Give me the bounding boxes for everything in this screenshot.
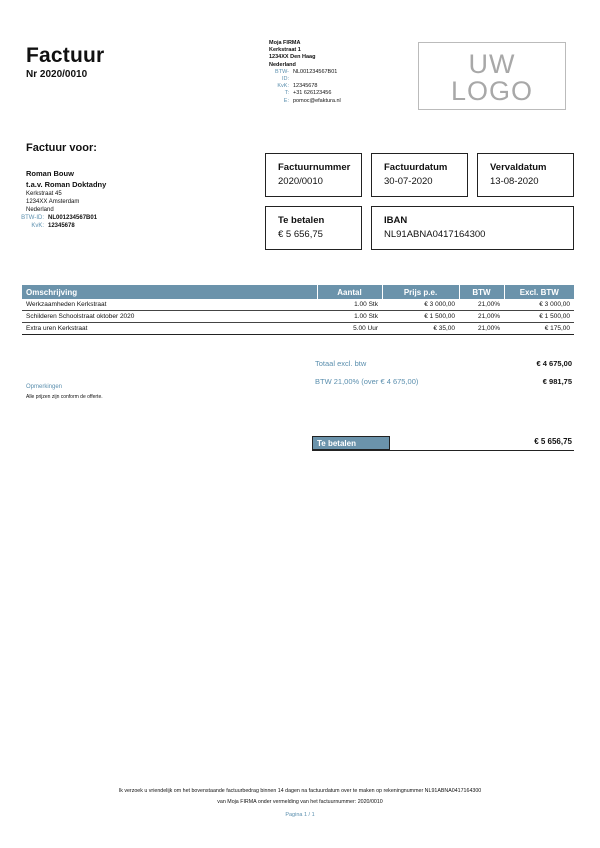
total-value: € 5 656,75 (534, 437, 572, 446)
client-city: 1234XX Amsterdam (26, 199, 80, 205)
page-number: Pagina 1 / 1 (285, 812, 315, 818)
vat-value: € 981,75 (542, 377, 572, 386)
billto-info (21, 168, 107, 230)
client-attn: t.a.v. Roman Doktadny (26, 180, 107, 189)
company-street: Kerkstraat 1 (269, 47, 301, 54)
billto-heading: Factuur voor: (26, 142, 97, 154)
payment-note-line-2: van Moja FIRMA onder vermelding van het factuurnummer: 2020/0010 (217, 799, 383, 805)
table-header-row (22, 285, 574, 299)
col-header-quantity: Aantal (317, 285, 382, 299)
col-header-excl-vat: Excl. BTW (504, 285, 574, 299)
logo-line-2: LOGO (450, 76, 534, 106)
invoice-title: Factuur (26, 44, 105, 67)
invoice-number-line: Nr 2020/0010 (26, 69, 88, 80)
payment-note-line-1: Ik verzoek u vriendelijk om het bovenstaande factuurbedrag binnen 14 dagen na factuurdatum over te maken op rekeningnummer NL91ABNA0417164300 (118, 788, 482, 794)
company-info (269, 40, 341, 105)
company-row: BTW-ID: NL001234567B01 (275, 68, 338, 83)
subtotal-value: € 4 675,00 (536, 359, 572, 368)
table-row: Schilderen Schoolstraat oktober 2020 1.00 Stk € 1 500,00 21,00% € 1 500,00 (22, 311, 574, 323)
invoice-number-box: Factuurnummer 2020/0010 (265, 153, 362, 197)
total-label: Te betalen (312, 436, 390, 450)
company-row: KvK: 12345678 (277, 83, 318, 90)
company-country: Nederland (269, 61, 296, 68)
items-table (22, 285, 574, 335)
logo-line-1: UW (468, 49, 516, 79)
remarks-heading: Opmerkingen (26, 384, 63, 390)
invoice-date-box: Factuurdatum 30-07-2020 (371, 153, 468, 197)
total-underline (312, 450, 574, 451)
client-country: Nederland (26, 207, 54, 213)
payment-note (0, 786, 600, 808)
remarks-text: Alle prijzen zijn conform de offerte. (26, 394, 103, 400)
client-street: Kerkstraat 45 (26, 191, 62, 197)
col-header-vat: BTW (459, 285, 504, 299)
subtotal-label: Totaal excl. btw (315, 359, 367, 368)
company-city: 1234XX Den Haag (269, 54, 316, 61)
col-header-description: Omschrijving (22, 285, 317, 299)
logo-placeholder (418, 42, 566, 110)
table-row: Werkzaamheden Kerkstraat 1.00 Stk € 3 000,00 21,00% € 3 000,00 (22, 299, 574, 311)
table-row: Extra uren Kerkstraat 5.00 Uur € 35,00 21,00% € 175,00 (22, 323, 574, 335)
company-row: T: +31 626123456 (284, 90, 332, 97)
due-date-box: Vervaldatum 13-08-2020 (477, 153, 574, 197)
client-row: KvK: 12345678 (31, 223, 75, 229)
col-header-unit-price: Prijs p.e. (382, 285, 459, 299)
vat-label: BTW 21,00% (over € 4 675,00) (315, 377, 419, 386)
company-row: E: pomoc@efaktura.nl (283, 97, 341, 104)
client-name: Roman Bouw (26, 169, 74, 178)
iban-box: IBAN NL91ABNA0417164300 (371, 206, 574, 250)
company-name: Moja FIRMA (269, 40, 301, 46)
client-row: BTW-ID: NL001234567B01 (21, 215, 98, 221)
amount-due-box: Te betalen € 5 656,75 (265, 206, 362, 250)
